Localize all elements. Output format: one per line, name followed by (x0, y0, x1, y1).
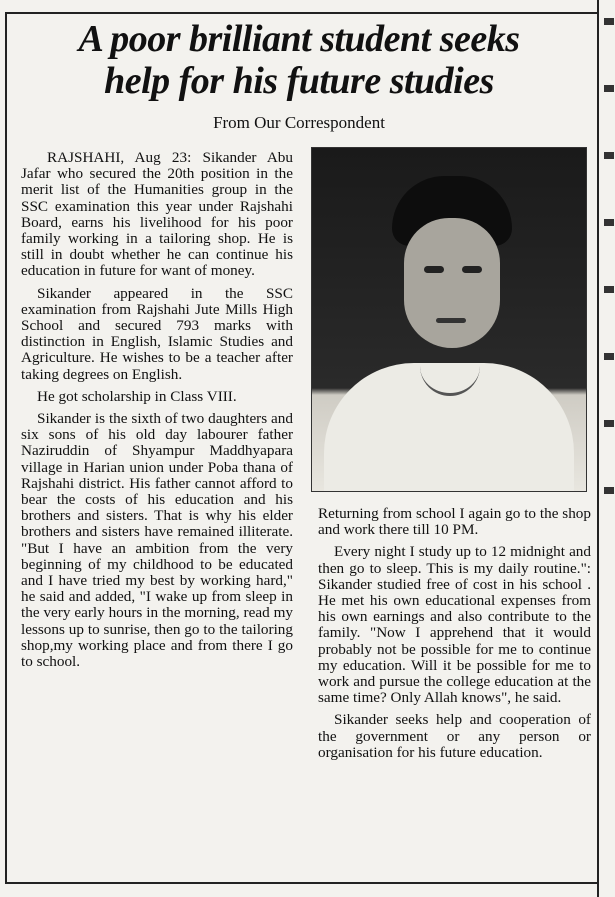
paragraph: Every night I study up to 12 midnight and then go to sleep. This is my daily routine.": Sikander studied free of cost in his school . He met his own educational expenses from his own earnings and also contribute to the family. "Now I apprehend that it would probably not be possible for me to continue my education. Will it be possible for me to work and pursue the college education at the same time? Only Allah knows", he said. (318, 543, 591, 707)
body-column-1 (21, 150, 293, 676)
paragraph: He got scholarship in Class VIII. (37, 387, 237, 405)
headline (10, 18, 588, 102)
column-rule (597, 0, 599, 897)
adjacent-column-fragment (602, 18, 614, 888)
photo-mouth (436, 318, 466, 323)
student-photo (311, 147, 587, 492)
body-column-2 (318, 506, 591, 767)
paragraph: Sikander is the sixth of two daughters and six sons of his old day labourer father Naziruddin of Shyampur Maddhyapara village in Harian union under Poba thana of Rajshahi district. His father cannot afford to bear the costs of his education and his brothers and sisters. That is why his elder brothers and sisters have remained illiterate. "But I have an ambition from the very beginning of my childhood to be educated and I have tried my best by working hard," he said and added, "I wake up from sleep in the very early hours in the morning, read my lessons up to sunrise, then go to the tailoring shop,my working place and from there I go to school. (21, 410, 293, 671)
paragraph: Sikander appeared in the SSC examination from Rajshahi Jute Mills High School and secured 793 marks with distinction in English, Islamic Studies and Agriculture. He wishes to be a teacher after taking degrees on English. (21, 284, 293, 383)
paragraph: RAJSHAHI, Aug 23: Sikander Abu Jafar who secured the 20th position in the merit list of the Humanities group in the SSC examination this year under Rajshahi Board, earns his livelihood for his poor family working in a tailoring shop. He is still in doubt whether he can continue his education in future for want of money. (21, 149, 293, 280)
headline-line-2: help for his future studies (104, 60, 494, 102)
paragraph: Returning from school I again go to the shop and work there till 10 PM. (318, 505, 591, 539)
byline: From Our Correspondent (213, 113, 385, 132)
headline-line-1: A poor brilliant student seeks (78, 18, 520, 60)
photo-face (404, 218, 500, 348)
photo-eye (424, 266, 444, 273)
photo-eye (462, 266, 482, 273)
paragraph: Sikander seeks help and cooperation of the government or any person or organisation for his future education. (318, 711, 591, 761)
